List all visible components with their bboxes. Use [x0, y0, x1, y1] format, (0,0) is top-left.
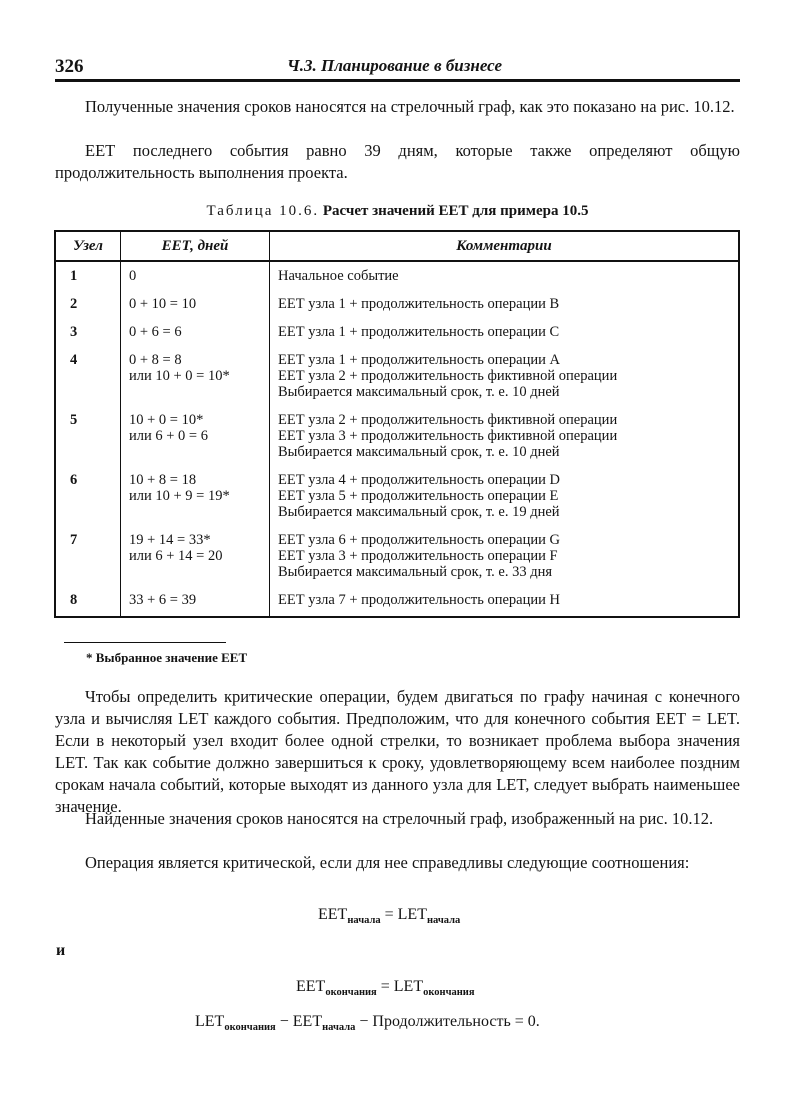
- comment-line: Выбирается максимальный срок, т. е. 10 дней: [278, 384, 560, 400]
- intro-paragraph-1: Полученные значения сроков наносятся на стрелочный граф, как это показано на рис. 10.12.: [85, 97, 735, 116]
- formula-sub-end: окончания: [224, 1022, 276, 1033]
- eet-value-line: или 10 + 0 = 10*: [129, 368, 230, 384]
- node-cell: 8: [55, 586, 121, 617]
- eet-value-line: 0 + 6 = 6: [129, 324, 182, 340]
- formula-let: LET: [397, 906, 427, 923]
- column-header-eet: ЕЕТ, дней: [121, 231, 270, 261]
- formula-sub-end: окончания: [423, 987, 475, 998]
- eet-value-line: или 6 + 14 = 20: [129, 548, 223, 564]
- eet-value-line: 0 + 8 = 8: [129, 352, 182, 368]
- eet-value-line: или 6 + 0 = 6: [129, 428, 208, 444]
- comment-line: ЕЕТ узла 1 + продолжительность операции С: [278, 324, 560, 340]
- formula-sub-start: начала: [426, 915, 461, 926]
- comment-line: ЕЕТ узла 3 + продолжительность операции F: [278, 548, 558, 564]
- intro-paragraph-2: ЕЕТ последнего события равно 39 дням, которые также определяют общую продолжительность выполнения проекта.: [55, 141, 740, 182]
- comment-line: Выбирается максимальный срок, т. е. 19 дней: [278, 504, 560, 520]
- body-paragraph-graph: Найденные значения сроков наносятся на стрелочный граф, изображенный на рис. 10.12.: [85, 809, 714, 828]
- running-title: Ч.3. Планирование в бизнесе: [287, 56, 503, 75]
- eet-value-line: 0: [129, 268, 137, 284]
- comment-line: Начальное событие: [278, 268, 399, 284]
- formula-let: LET: [195, 1013, 225, 1030]
- table-row: [55, 526, 739, 586]
- table-caption-title: Расчет значений ЕЕТ для примера 10.5: [322, 203, 589, 219]
- comment-cell: [270, 318, 740, 346]
- formula-sub-start: начала: [322, 1022, 356, 1033]
- comment-cell: [270, 346, 740, 406]
- comment-line: ЕЕТ узла 1 + продолжительность операции В: [278, 296, 560, 312]
- formula-equals: =: [376, 978, 394, 995]
- comment-line: ЕЕТ узла 7 + продолжительность операции Н: [278, 592, 560, 608]
- eet-value-line: или 10 + 9 = 19*: [129, 488, 230, 504]
- column-header-node: Узел: [55, 231, 121, 261]
- eet-cell: [121, 261, 270, 290]
- formula-let: LET: [393, 978, 424, 995]
- body-paragraph-critical: Чтобы определить критические операции, будем двигаться по графу начиная с конечного узла и вычисляя LET каждого события. Предположим, что для конечного события ЕЕТ = LET. Если в некоторый узел входит более одной стрелки, то возникает проблема выбора значения LET. Так как событие должно завершиться к сроку, удовлетворяющему всем наиболее поздним срокам начала событий, которые выходят из данного узла для LET, следует выбрать наименьшее значение.: [55, 687, 740, 816]
- eet-value-line: 10 + 0 = 10*: [129, 412, 204, 428]
- table-header-row: [55, 231, 739, 261]
- node-cell: 7: [55, 526, 121, 586]
- node-cell: 2: [55, 290, 121, 318]
- eet-cell: [121, 466, 270, 526]
- node-cell: 5: [55, 406, 121, 466]
- page-header: [55, 52, 740, 82]
- eet-value-line: 33 + 6 = 39: [129, 592, 197, 608]
- table-row: [55, 290, 739, 318]
- comment-line: ЕЕТ узла 6 + продолжительность операции G: [278, 532, 560, 548]
- eet-value-line: 0 + 10 = 10: [129, 296, 197, 312]
- formula-end-condition: [296, 978, 475, 998]
- node-cell: 6: [55, 466, 121, 526]
- formula-start-condition: [318, 906, 460, 926]
- eet-cell: [121, 290, 270, 318]
- table-row: [55, 466, 739, 526]
- formula-duration-tail: − Продолжительность = 0.: [355, 1013, 540, 1030]
- table-row: [55, 406, 739, 466]
- table-caption: [55, 203, 740, 220]
- comment-line: Выбирается максимальный срок, т. е. 10 дней: [278, 444, 560, 460]
- column-header-comments: Комментарии: [270, 231, 740, 261]
- comment-cell: [270, 586, 740, 617]
- comment-line: ЕЕТ узла 1 + продолжительность операции А: [278, 352, 560, 368]
- node-cell: 3: [55, 318, 121, 346]
- table-footnote: * Выбранное значение ЕЕТ: [86, 650, 248, 665]
- comment-line: ЕЕТ узла 2 + продолжительность фиктивной операции: [278, 412, 618, 428]
- formula-eet: ЕЕТ: [318, 906, 348, 923]
- eet-value-line: 19 + 14 = 33*: [129, 532, 211, 548]
- node-cell: 1: [55, 261, 121, 290]
- eet-table: [54, 230, 740, 618]
- conjunction-and: и: [56, 942, 66, 959]
- formula-minus: −: [275, 1013, 293, 1030]
- eet-cell: [121, 318, 270, 346]
- page-number: 326: [55, 56, 84, 77]
- table-row: [55, 261, 739, 290]
- eet-cell: [121, 526, 270, 586]
- header-rule: [55, 79, 740, 82]
- formula-duration: [195, 1013, 540, 1033]
- eet-cell: [121, 346, 270, 406]
- eet-cell: [121, 406, 270, 466]
- node-cell: 4: [55, 346, 121, 406]
- eet-cell: [121, 586, 270, 617]
- formula-eet: ЕЕТ: [292, 1013, 323, 1030]
- comment-cell: [270, 526, 740, 586]
- comment-cell: [270, 406, 740, 466]
- comment-cell: [270, 466, 740, 526]
- table-row: [55, 318, 739, 346]
- formula-eet: ЕЕТ: [296, 978, 326, 995]
- comment-line: ЕЕТ узла 4 + продолжительность операции D: [278, 472, 560, 488]
- eet-value-line: 10 + 8 = 18: [129, 472, 197, 488]
- comment-line: Выбирается максимальный срок, т. е. 33 дня: [278, 564, 553, 580]
- comment-line: ЕЕТ узла 5 + продолжительность операции Е: [278, 488, 559, 504]
- comment-line: ЕЕТ узла 2 + продолжительность фиктивной операции: [278, 368, 618, 384]
- comment-cell: [270, 290, 740, 318]
- formula-sub-end: окончания: [325, 987, 377, 998]
- body-paragraph-condition: Операция является критической, если для нее справедливы следующие соотношения:: [85, 853, 690, 872]
- comment-line: ЕЕТ узла 3 + продолжительность фиктивной операции: [278, 428, 618, 444]
- formula-equals: =: [380, 906, 398, 923]
- table-row: [55, 586, 739, 617]
- formula-sub-start: начала: [347, 915, 381, 926]
- table-row: [55, 346, 739, 406]
- comment-cell: [270, 261, 740, 290]
- table-body: [55, 261, 739, 617]
- table-caption-label: Таблица 10.6.: [206, 203, 320, 219]
- footnote-rule: [64, 642, 226, 643]
